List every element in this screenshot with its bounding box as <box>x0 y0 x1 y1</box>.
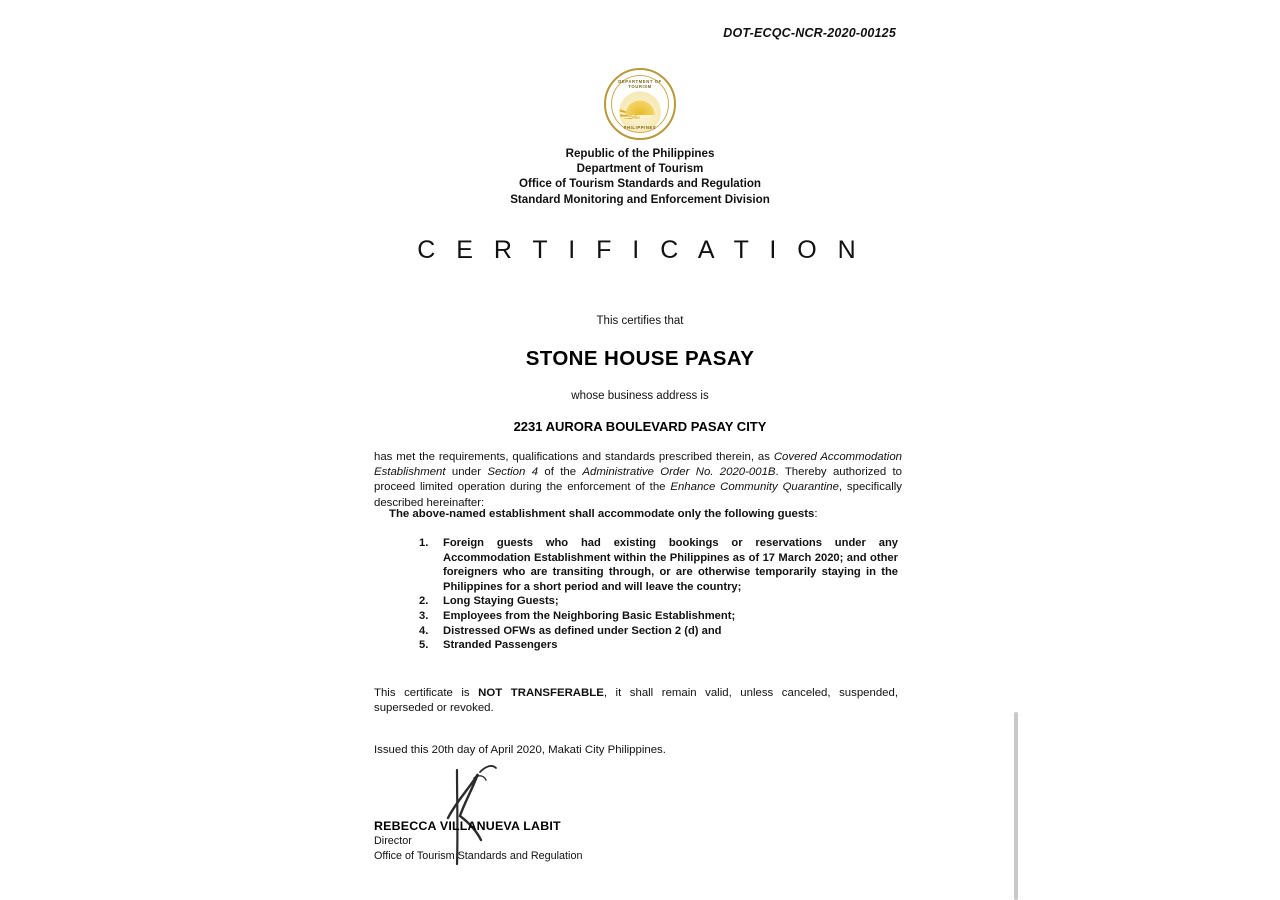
body-paragraph <box>374 450 902 511</box>
seal-bottom-text: PHILIPPINES <box>623 125 657 130</box>
agency-line-4: Standard Monitoring and Enforcement Division <box>510 192 770 206</box>
page-title: C E R T I F I C A T I O N <box>417 236 863 264</box>
certifies-that-label: This certifies that <box>596 315 684 327</box>
guests-heading-text: The above-named establishment shall accommodate only the following guests <box>389 508 815 520</box>
list-item <box>416 536 898 594</box>
transfer-note-suffix: , it shall remain valid, unless canceled, suspended, superseded or revoked. <box>374 687 899 715</box>
seal-top-text: DEPARTMENT OF TOURISM <box>618 79 662 89</box>
body-part-4: . Thereby authorized to proceed limited operation during the enforcement of the <box>374 466 902 494</box>
list-item-text: Foreign guests who had existing bookings or reservations under any Accommodation Establishment within the Philippines as of 17 March 2020; and other foreigners who are transiting through, or are otherwise temporarily staying in the Philippines for a short period and will leave the country; <box>443 537 898 593</box>
department-of-tourism-seal-icon <box>604 68 676 140</box>
list-item <box>416 609 898 624</box>
body-italic-1: Covered Accommodation Establishment <box>374 451 903 479</box>
address-label: whose business address is <box>571 390 709 402</box>
body-part-1: has met the requirements, qualifications and standards prescribed therein, as <box>374 451 774 463</box>
body-italic-2: Section 4 <box>487 466 539 479</box>
body-part-3: of the <box>538 466 583 479</box>
guest-categories-list <box>416 536 898 653</box>
list-item <box>416 594 898 609</box>
list-item-text: Long Staying Guests; <box>443 595 559 608</box>
vertical-scrollbar[interactable] <box>1014 712 1018 900</box>
list-item-text: Employees from the Neighboring Basic Establishment; <box>443 609 736 622</box>
guests-heading <box>389 508 909 520</box>
page-margin-left <box>0 0 296 900</box>
list-item-text: Stranded Passengers <box>443 639 558 652</box>
signer-title: Director <box>374 835 412 847</box>
agency-heading <box>296 146 984 207</box>
agency-line-2: Department of Tourism <box>576 162 704 176</box>
body-italic-3: Administrative Order No. 2020-001B <box>582 466 776 479</box>
list-item-number: 2. <box>419 595 429 608</box>
list-item-text: Distressed OFWs as defined under Section 2 (d) and <box>443 624 722 637</box>
transfer-note-prefix: This certificate is <box>374 687 479 699</box>
list-item <box>416 624 898 639</box>
body-italic-4: Enhance Community Quarantine <box>670 481 839 494</box>
certificate-sheet <box>296 0 984 900</box>
guests-heading-colon: : <box>814 508 818 520</box>
agency-line-1: Republic of the Philippines <box>565 147 715 160</box>
seal-sun <box>623 95 657 115</box>
transfer-note-emphasis: NOT TRANSFERABLE <box>478 687 604 699</box>
agency-line-3: Office of Tourism Standards and Regulation <box>519 177 761 191</box>
body-part-5: , specifically described hereinafter: <box>374 481 902 509</box>
list-item-number: 1. <box>419 537 429 549</box>
address-value: 2231 AURORA BOULEVARD PASAY CITY <box>513 419 767 434</box>
issued-date-line: Issued this 20th day of April 2020, Makati City Philippines. <box>374 744 666 756</box>
establishment-name: STONE HOUSE PASAY <box>525 347 755 370</box>
page-margin-right <box>984 0 1280 900</box>
list-item-number: 4. <box>419 624 429 637</box>
signer-name: REBECCA VILLANUEVA LABIT <box>374 819 561 833</box>
list-item-number: 3. <box>419 609 429 622</box>
seal-container <box>296 68 984 140</box>
transferability-note <box>374 686 898 716</box>
list-item <box>416 638 898 653</box>
list-item-number: 5. <box>419 639 429 652</box>
signer-office: Office of Tourism Standards and Regulation <box>374 850 583 862</box>
document-reference-code: DOT-ECQC-NCR-2020-00125 <box>723 26 896 40</box>
body-part-2: under <box>445 466 488 479</box>
